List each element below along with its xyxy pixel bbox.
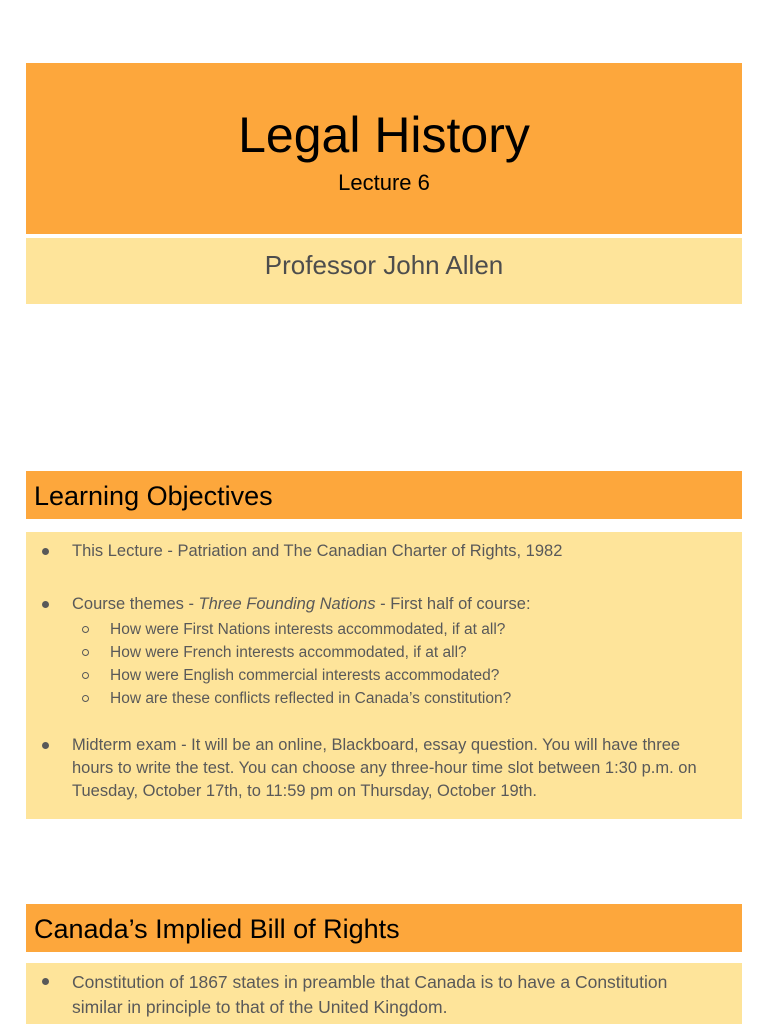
- implied-bill-body: [26, 963, 742, 1024]
- implied-bill-heading: Canada’s Implied Bill of Rights: [34, 914, 400, 944]
- professor-name: Professor John Allen: [264, 250, 504, 280]
- bullet-icon: [42, 548, 49, 555]
- bullet-text: This Lecture - Patriation and The Canadian Charter of Rights, 1982: [72, 542, 563, 560]
- bullet-icon: [42, 601, 49, 608]
- bullet-icon: [42, 742, 49, 749]
- learning-objectives-heading: Learning Objectives: [34, 481, 273, 511]
- course-themes-prefix: Course themes -: [72, 595, 199, 613]
- hollow-bullet-icon: [82, 626, 89, 633]
- implied-bill-header: [26, 904, 742, 952]
- sub-item-text: How were English commercial interests accommodated?: [110, 667, 500, 684]
- slide-subtitle: Lecture 6: [338, 170, 430, 195]
- sub-item-text: How were First Nations interests accommodated, if at all?: [110, 621, 506, 638]
- bullet-text: [72, 970, 732, 1020]
- hollow-bullet-icon: [82, 672, 89, 679]
- learning-objectives-header: [26, 471, 742, 519]
- bullet-icon: [42, 978, 49, 985]
- hollow-bullet-icon: [82, 649, 89, 656]
- bullet-text: [72, 593, 732, 616]
- learning-objectives-body: [26, 532, 742, 819]
- midterm-line: hours to write the test. You can choose any three-hour time slot between 1:30 p.m. on: [72, 759, 697, 777]
- bullet-text: [72, 734, 732, 803]
- title-banner: [26, 63, 742, 234]
- hollow-bullet-icon: [82, 695, 89, 702]
- course-themes-italic: Three Founding Nations: [198, 595, 376, 613]
- implied-bill-line: Constitution of 1867 states in preamble that Canada is to have a Constitution: [72, 972, 668, 992]
- professor-banner: [26, 238, 742, 304]
- slide-title: Legal History: [238, 107, 530, 163]
- midterm-line: Tuesday, October 17th, to 11:59 pm on Thursday, October 19th.: [72, 782, 538, 800]
- course-themes-suffix: - First half of course:: [375, 595, 531, 613]
- sub-item-text: How are these conflicts reflected in Canada’s constitution?: [110, 690, 512, 707]
- implied-bill-line: similar in principle to that of the United Kingdom.: [72, 997, 448, 1017]
- midterm-line: Midterm exam - It will be an online, Blackboard, essay question. You will have three: [72, 736, 681, 754]
- sub-item-text: How were French interests accommodated, if at all?: [110, 644, 467, 661]
